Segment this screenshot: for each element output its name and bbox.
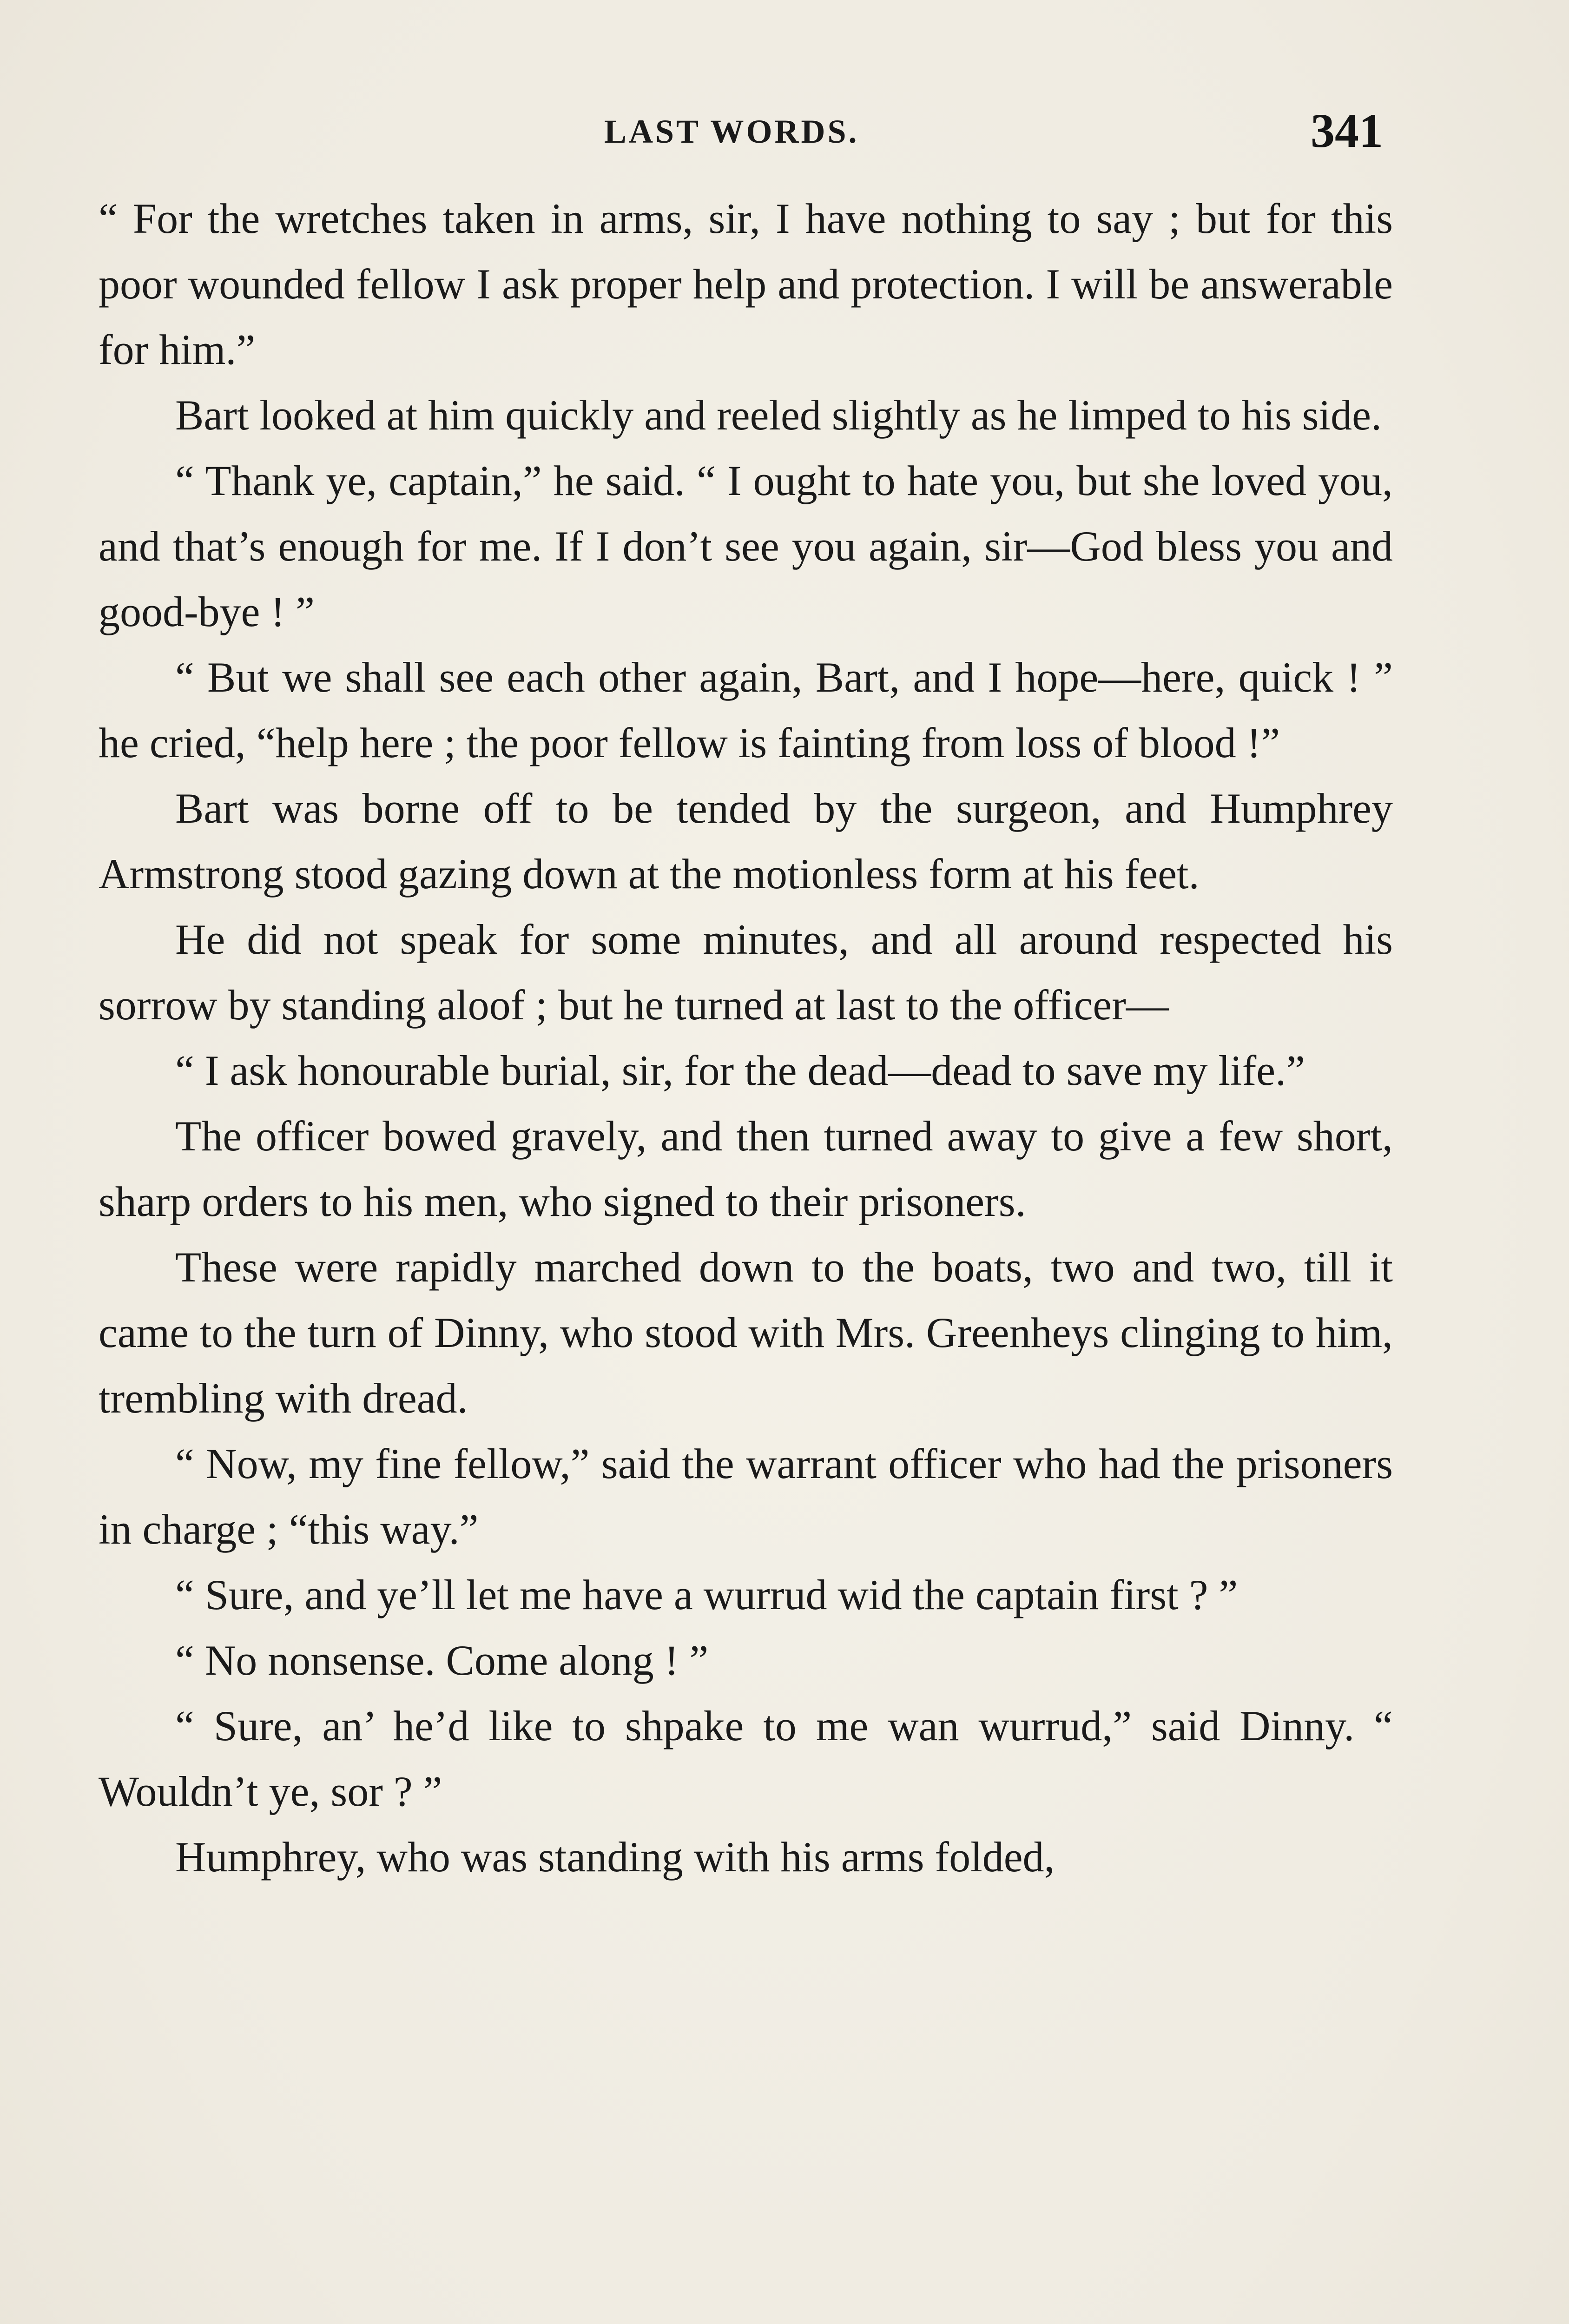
paragraph: “ Now, my fine fellow,” said the warrant officer who had the prisoners in charge ; “this way.” (99, 1440, 1393, 1553)
paragraph: “ But we shall see each other again, Bart, and I hope—here, quick ! ” he cried, “help here ; the poor fellow is fainting from loss of blood !” (99, 654, 1393, 766)
paragraph: “ Sure, an’ he’d like to shpake to me wan wurrud,” said Dinny. “ Wouldn’t ye, sor ? ” (99, 1702, 1393, 1815)
paragraph: Bart looked at him quickly and reeled slightly as he limped to his side. (175, 391, 1382, 439)
page-number: 341 (1311, 104, 1383, 158)
body-text (99, 186, 1393, 1890)
paragraph: “ I ask honourable burial, sir, for the dead—dead to save my life.” (175, 1047, 1305, 1094)
paragraph: “ Sure, and ye’ll let me have a wurrud wid the captain first ? ” (175, 1571, 1238, 1618)
running-title: LAST WORDS. (604, 113, 859, 150)
paragraph: “ Thank ye, captain,” he said. “ I ought to hate you, but she loved you, and that’s enough for me. If I don’t see you again, sir—God bless you and good-bye ! ” (99, 457, 1393, 635)
paragraph: He did not speak for some minutes, and all around respected his sorrow by standing aloof ; but he turned at last to the officer— (99, 916, 1393, 1029)
paragraph: These were rapidly marched down to the boats, two and two, till it came to the turn of Dinny, who stood with Mrs. Greenheys clinging to him, trembling with dread. (99, 1243, 1393, 1422)
paragraph: The officer bowed gravely, and then turned away to give a few short, sharp orders to his men, who signed to their prisoners. (99, 1112, 1393, 1225)
paragraph: Bart was borne off to be tended by the surgeon, and Humphrey Armstrong stood gazing down at the motionless form at his feet. (99, 785, 1393, 898)
paragraph: “ For the wretches taken in arms, sir, I have nothing to say ; but for this poor wounded fellow I ask proper help and protection. I will be answerable for him.” (99, 195, 1393, 373)
running-head (0, 103, 1569, 164)
paragraph: “ No nonsense. Come along ! ” (175, 1637, 709, 1684)
paragraph: Humphrey, who was standing with his arms folded, (175, 1833, 1055, 1881)
